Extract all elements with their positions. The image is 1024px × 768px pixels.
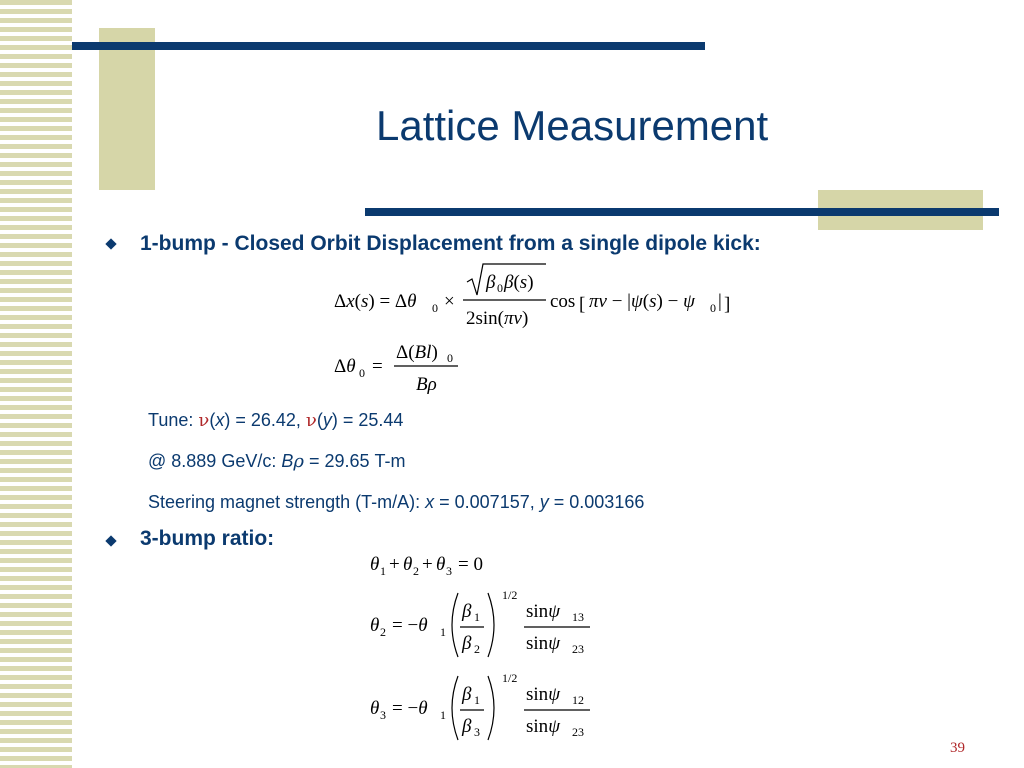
svg-text:1/2: 1/2	[502, 588, 518, 602]
bullet-one-bump: 1-bump - Closed Orbit Displacement from a single dipole kick:	[140, 232, 761, 255]
svg-text:θ: θ	[370, 615, 380, 636]
svg-text:Bρ: Bρ	[416, 374, 437, 395]
svg-text:= 0: = 0	[458, 554, 483, 575]
svg-text:2: 2	[380, 625, 386, 639]
svg-text:= −θ: = −θ	[392, 615, 428, 636]
equation-kick-angle	[330, 338, 480, 400]
svg-text:0: 0	[710, 301, 716, 315]
svg-text:Δx(s) = Δθ: Δx(s) = Δθ	[334, 291, 417, 312]
steering-line: Steering magnet strength (T-m/A): x = 0.007157, y = 0.003166	[148, 492, 645, 512]
tune-label: Tune:	[148, 410, 194, 430]
tune-x-value: = 26.42,	[235, 410, 301, 430]
svg-text:3: 3	[474, 725, 480, 739]
svg-text:πν − |ψ(s) − ψ: πν − |ψ(s) − ψ	[589, 291, 695, 312]
svg-text:0: 0	[432, 301, 438, 315]
bullet-diamond-icon	[105, 238, 116, 249]
svg-text:0: 0	[359, 366, 365, 380]
svg-text:1: 1	[380, 564, 386, 578]
tune-y-value: = 25.44	[342, 410, 404, 430]
svg-text:2sin(πν): 2sin(πν)	[466, 308, 529, 329]
svg-text:=: =	[372, 356, 383, 377]
svg-text:sinψ: sinψ	[526, 601, 560, 622]
decorative-square-top	[99, 28, 155, 190]
svg-text:|: |	[718, 291, 722, 312]
brho-value: = 29.65 T-m	[308, 451, 406, 471]
title-rule-bottom	[365, 208, 999, 216]
svg-text:3: 3	[446, 564, 452, 578]
equation-angle-sum	[368, 548, 528, 580]
svg-text:β: β	[462, 684, 472, 705]
svg-text:1/2: 1/2	[502, 671, 518, 685]
svg-text:β: β	[462, 633, 472, 654]
svg-text:]: ]	[724, 294, 731, 315]
svg-text:1: 1	[474, 610, 480, 624]
svg-text:[: [	[579, 294, 586, 315]
svg-text:+: +	[422, 554, 433, 575]
svg-text:23: 23	[572, 725, 584, 739]
svg-text:Δ(Bl): Δ(Bl)	[396, 342, 438, 363]
svg-text:β: β	[462, 716, 472, 737]
svg-text:+: +	[389, 554, 400, 575]
svg-text:θ: θ	[403, 554, 413, 575]
svg-text:β: β	[486, 272, 496, 293]
page-number: 39	[950, 740, 965, 756]
equation-theta2-ratio	[368, 585, 608, 665]
steering-label: Steering magnet strength (T-m/A):	[148, 492, 421, 512]
svg-text:12: 12	[572, 693, 584, 707]
svg-text:23: 23	[572, 642, 584, 656]
svg-text:0: 0	[447, 351, 453, 365]
svg-text:2: 2	[474, 642, 480, 656]
equation-orbit-displacement	[330, 262, 750, 337]
svg-text:cos: cos	[550, 291, 576, 312]
svg-text:= −θ: = −θ	[392, 698, 428, 719]
svg-text:1: 1	[474, 693, 480, 707]
tune-line: Tune: ν(x) = 26.42, ν(y) = 25.44	[148, 410, 404, 431]
svg-text:θ: θ	[370, 554, 380, 575]
svg-text:sinψ: sinψ	[526, 716, 560, 737]
svg-text:β(s): β(s)	[504, 272, 534, 293]
svg-text:θ: θ	[436, 554, 446, 575]
svg-text:sinψ: sinψ	[526, 684, 560, 705]
equation-theta3-ratio	[368, 668, 608, 748]
svg-text:3: 3	[380, 708, 386, 722]
decorative-stripes	[0, 0, 72, 768]
bullet-diamond-icon	[105, 535, 116, 546]
svg-text:β: β	[462, 601, 472, 622]
bullet-three-bump: 3-bump ratio:	[140, 527, 275, 550]
steering-y-value: = 0.003166	[553, 492, 645, 512]
svg-text:1: 1	[440, 708, 446, 722]
energy-label: @ 8.889 GeV/c:	[148, 451, 277, 471]
steering-x-value: = 0.007157,	[439, 492, 535, 512]
svg-text:sinψ: sinψ	[526, 633, 560, 654]
svg-text:13: 13	[572, 610, 584, 624]
svg-text:1: 1	[440, 625, 446, 639]
svg-text:θ: θ	[370, 698, 380, 719]
energy-line: @ 8.889 GeV/c: Bρ = 29.65 T-m	[148, 451, 406, 472]
svg-text:0: 0	[497, 281, 503, 295]
svg-text:2: 2	[413, 564, 419, 578]
svg-text:Δθ: Δθ	[334, 356, 356, 377]
slide-title: Lattice Measurement	[376, 102, 769, 149]
title-rule-top	[72, 42, 705, 50]
svg-text:×: ×	[444, 291, 455, 312]
